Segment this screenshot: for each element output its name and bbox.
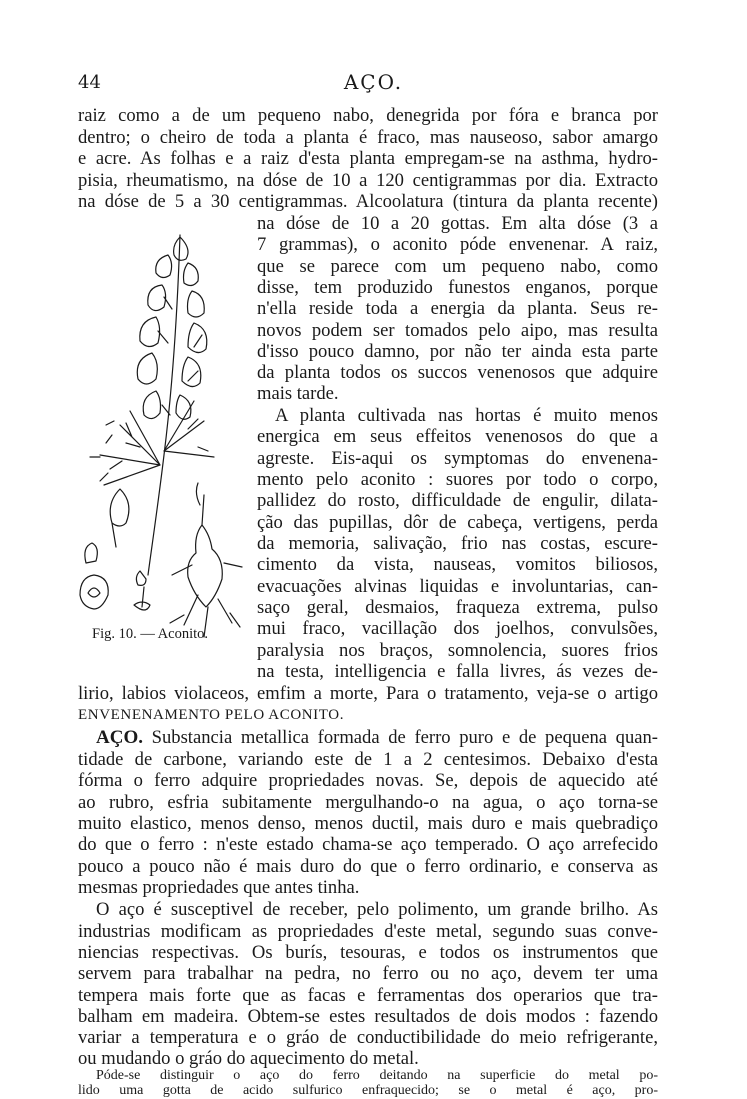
text-line: mais tarde.	[257, 383, 339, 404]
text-line: mento pelo aconito : suores por todo o corpo,	[257, 469, 658, 490]
text-line: saço geral, desmaios, fraqueza extrema, pulso	[257, 597, 658, 618]
text-line: da memoria, salivação, frio nas costas, escure-	[257, 533, 658, 554]
text-line: fórma o ferro adquire propriedades novas. Se, depois de aquecido até	[78, 770, 658, 791]
text-line: variar a temperatura e o gráo de conductibilidade do meio refrigerante,	[78, 1027, 658, 1048]
text-line: evacuações alvinas liquidas e involuntarias, can-	[257, 576, 658, 597]
text-line: muito elastico, menos denso, menos ductil, mais duro e mais quebradiço	[78, 813, 658, 834]
text-line: que se parece com um pequeno nabo, como	[257, 256, 658, 277]
text-line: na dóse de 10 a 20 gottas. Em alta dóse (3 a	[257, 213, 658, 234]
text-line: na dóse de 5 a 30 centigrammas. Alcoolatura (tintura da planta recente)	[78, 191, 658, 212]
text-line: pallidez do rosto, difficuldade de engulir, dilata-	[257, 490, 658, 511]
text-line	[78, 1068, 658, 1083]
text-line: pouco a pouco não é mais duro do que o ferro ordinario, e conserva as	[78, 856, 658, 877]
text-line: disse, tem produzido funestos enganos, porque	[257, 277, 658, 298]
text-line: n'ella reside toda a energia da planta. Seus re-	[257, 298, 658, 319]
text-line: pisia, rheumatismo, na dóse de 10 a 120 centigrammas por dia. Extracto	[78, 170, 658, 191]
text-line: raiz como a de um pequeno nabo, denegrida por fóra e branca por	[78, 105, 658, 126]
text-line: lido uma gotta de acido sulfurico enfraquecido; se o metal é aço, pro-	[78, 1083, 658, 1098]
entry-first-line	[78, 727, 658, 748]
text-line: dentro; o cheiro de toda a planta é fraco, mas nauseoso, sabor amargo	[78, 127, 658, 148]
text-line-content: A planta cultivada nas hortas é muito menos	[275, 405, 658, 426]
text-line: e acre. As folhas e a raiz d'esta planta empregam-se na asthma, hydro-	[78, 148, 658, 169]
entry-term: AÇO.	[96, 727, 143, 748]
text-line: ou mudando o gráo do aquecimento do metal.	[78, 1048, 419, 1069]
text-line: industrias modificam as propriedades d'este metal, segundo suas conve-	[78, 921, 658, 942]
text-line: do que o ferro : n'este estado chama-se aço temperado. O aço arrefecido	[78, 834, 658, 855]
page-number: 44	[78, 72, 101, 93]
text-line-content: Póde-se distinguir o aço do ferro deitando na superficie do metal po-	[96, 1068, 658, 1083]
page-header	[0, 64, 747, 96]
text-line: tidade de carbone, variando este de 1 a 2 centesimos. Debaixo d'esta	[78, 749, 658, 770]
text-line: ao rubro, esfria subitamente mergulhando-o na agua, o aço torna-se	[78, 792, 658, 813]
text-line: niencias respectivas. Os burís, tesouras, e todos os instrumentos que	[78, 942, 658, 963]
text-line: mesmas propriedades que antes tinha.	[78, 877, 360, 898]
text-line: da planta todos os succos venenosos que adquire	[257, 362, 658, 383]
text-line: servem para trabalhar na pedra, no ferro ou no aço, devem ter uma	[78, 963, 658, 984]
text-line-content: Substancia metallica formada de ferro puro e de pequena quan-	[151, 727, 658, 748]
text-line: 7 grammas), o aconito póde envenenar. A raiz,	[257, 234, 658, 255]
text-line: cimento da vista, nauseas, vomitos biliosos,	[257, 554, 658, 575]
text-line: na testa, intelligencia e falla livres, ás vezes de-	[257, 661, 658, 682]
cross-reference: ENVENENAMENTO PELO ACONITO.	[78, 707, 345, 723]
text-line: mui fraco, vacillação dos joelhos, convulsões,	[257, 618, 658, 639]
aconite-illustration	[52, 215, 250, 650]
text-line: lirio, labios violaceos, emfim a morte, Para o tratamento, veja-se o artigo	[78, 683, 658, 704]
text-line	[78, 899, 658, 920]
text-line	[257, 405, 658, 426]
text-line: d'isso pouco damno, por não ter ainda esta parte	[257, 341, 658, 362]
text-line: paralysia nos braços, somnolencia, suores frios	[257, 640, 658, 661]
running-title: AÇO.	[343, 70, 404, 94]
text-line: energica em seus effeitos venenosos do que a	[257, 426, 658, 447]
text-line: balham em madeira. Obtem-se estes resultados de dois modos : fazendo	[78, 1006, 658, 1027]
text-line: ção das pupillas, dôr de cabeça, vertigens, perda	[257, 512, 658, 533]
text-line: agreste. Eis-aqui os symptomas do envenena-	[257, 448, 658, 469]
text-line: tempera mais forte que as facas e ferramentas dos operarios que tra-	[78, 985, 658, 1006]
text-line: novos podem ser tomados pelo aipo, mas resulta	[257, 320, 658, 341]
figure-caption: Fig. 10. — Aconito.	[92, 626, 209, 642]
text-line-content: O aço é susceptivel de receber, pelo polimento, um grande brilho. As	[96, 899, 658, 920]
